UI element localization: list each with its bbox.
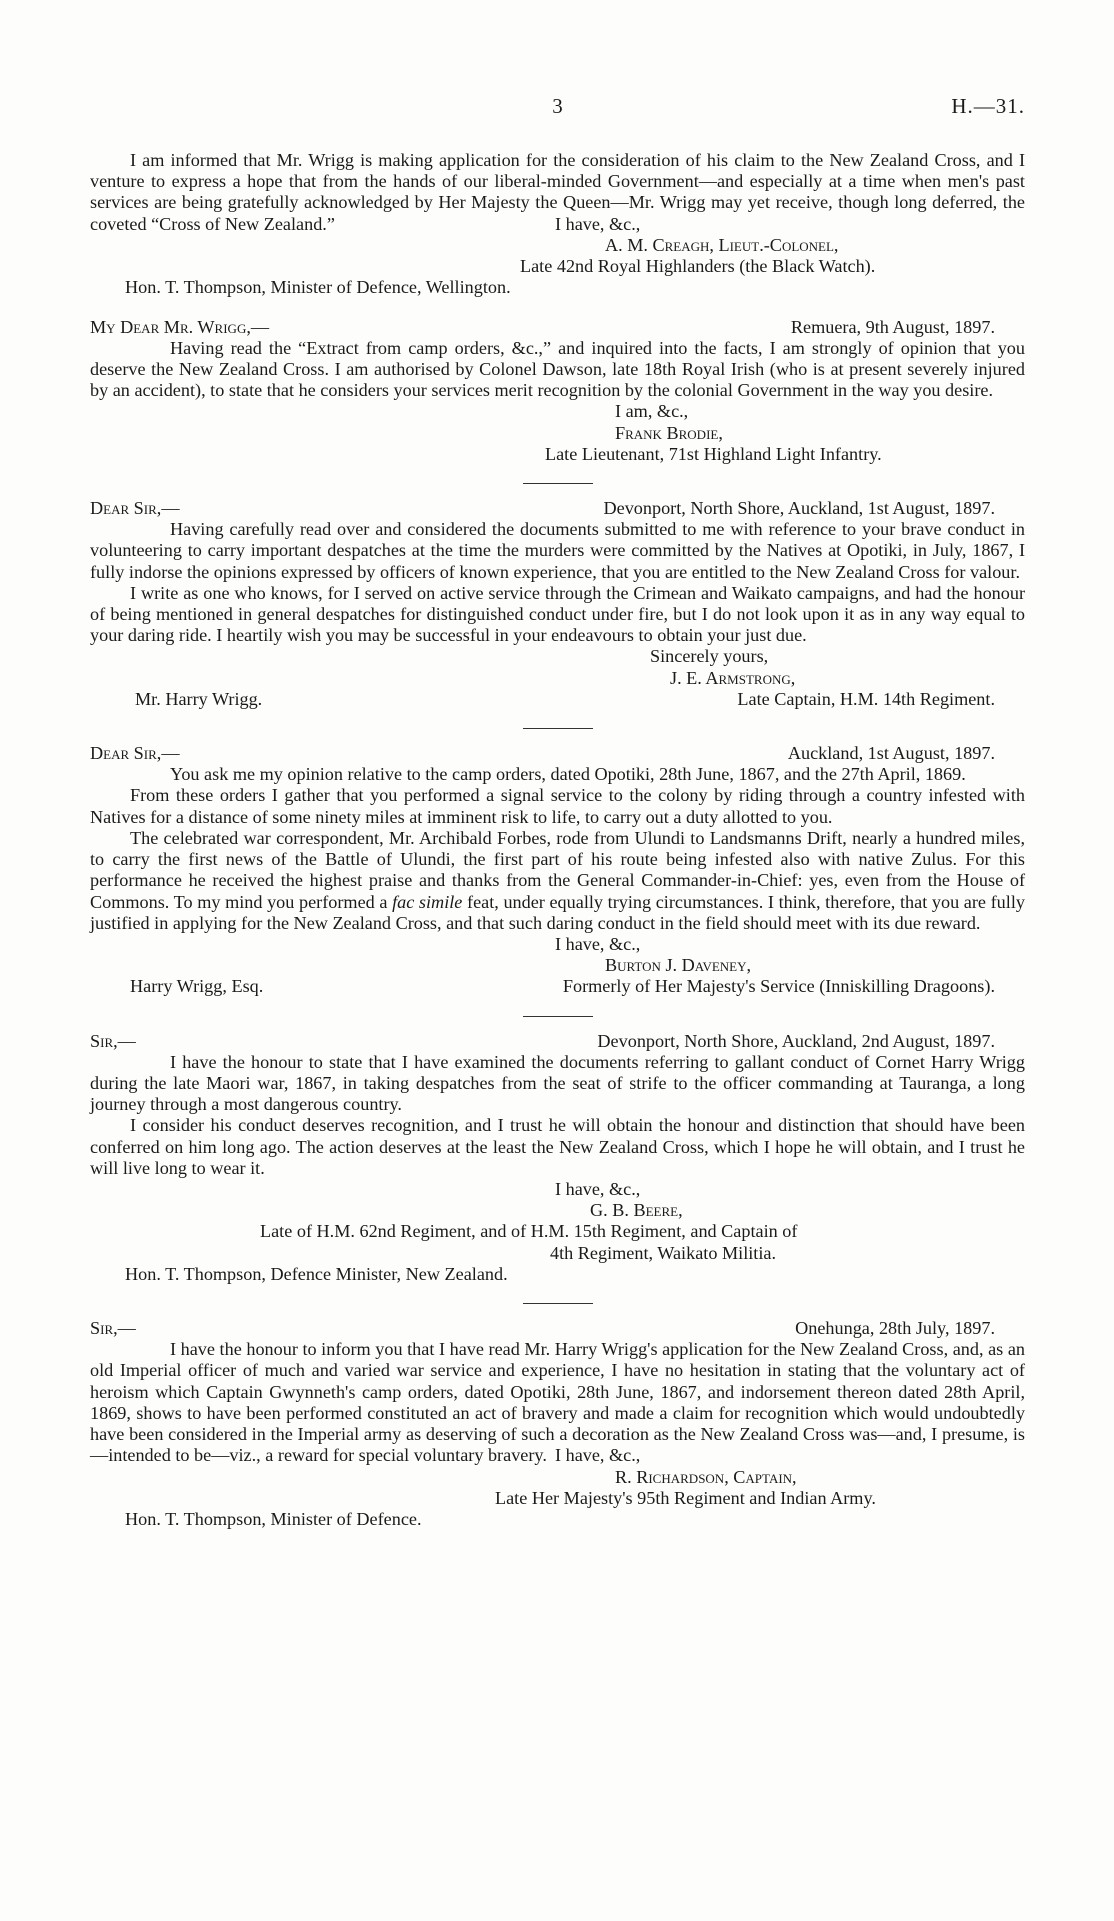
letter-dateline: Devonport, North Shore, Auckland, 2nd August, 1897. bbox=[597, 1030, 995, 1051]
letter-salutation: Dear Sir,— bbox=[90, 498, 180, 519]
letter-creagh bbox=[90, 150, 1025, 299]
letter-signatory-title: Late Captain, H.M. 14th Regiment. bbox=[737, 688, 995, 709]
letter-closing: Sincerely yours, bbox=[650, 646, 769, 667]
letter-paragraph: I have the honour to state that I have examined the documents referring to gallant conduct of Cornet Harry Wrigg during the late Maori war, 1867, in taking despatches from the seat of strife to the officer commanding at Tauranga, a long journey through a most dangerous country. bbox=[90, 1051, 1025, 1115]
document-reference: H.—31. bbox=[951, 94, 1025, 118]
letter-daveney bbox=[90, 743, 1025, 997]
letter-paragraph bbox=[90, 828, 1025, 934]
letter-closing: I have, &c., bbox=[555, 933, 641, 954]
letter-salutation: My Dear Mr. Wrigg,— bbox=[90, 316, 270, 337]
letter-dateline: Onehunga, 28th July, 1897. bbox=[795, 1317, 995, 1338]
letter-body: I am informed that Mr. Wrigg is making application for the consideration of his claim to the New Zealand Cross, and I venture to express a hope that from the hands of our liberal-minded Government—and especially at a time when men's past services are being gratefully acknowledged by Her Majesty the Queen—Mr. Wrigg may yet receive, though long deferred, the coveted “Cross of New Zealand.” bbox=[90, 150, 1025, 234]
letter-salutation: Sir,— bbox=[90, 1030, 136, 1051]
paragraph-text: feat, under equally trying circumstances. I think, therefore, that you are fully justified in applying for the New Zealand Cross, and that such daring conduct in the field should meet with its due reward. bbox=[90, 891, 1025, 933]
letter-paragraph: Having carefully read over and considered the documents submitted to me with reference to your brave conduct in volunteering to carry important despatches at the time the murders were committed by the Natives at Opotiki, in July, 1867, I fully indorse the opinions expressed by officers of known experience, that you are entitled to the New Zealand Cross for valour. bbox=[90, 519, 1025, 582]
letter-paragraph: I consider his conduct deserves recognition, and I trust he will obtain the honour and distinction that should have been conferred on him long ago. The action deserves at the least the New Zealand Cross, which I hope he will obtain, and I trust he will live long to wear it. bbox=[90, 1115, 1025, 1178]
letter-richardson bbox=[90, 1318, 1025, 1530]
letter-addressee: Hon. T. Thompson, Minister of Defence, Wellington. bbox=[125, 277, 511, 298]
letter-signature: G. B. Beere, bbox=[590, 1200, 683, 1221]
letter-signatory-title: Late 42nd Royal Highlanders (the Black Watch). bbox=[520, 256, 876, 277]
letter-dateline: Remuera, 9th August, 1897. bbox=[790, 316, 995, 337]
letter-paragraph: I write as one who knows, for I served on active service through the Crimean and Waikato campaigns, and had the honour of being mentioned in general despatches for distinguished conduct under fire, but I do not look upon it as in any way equal to your daring ride. I heartily wish you may be successful in your endeavours to obtain your just due. bbox=[90, 582, 1025, 646]
section-divider bbox=[523, 1303, 593, 1304]
section-divider bbox=[523, 728, 593, 729]
letter-body: I have the honour to inform you that I have read Mr. Harry Wrigg's application for the New Zealand Cross, and, as an old Imperial officer of much and varied war service and experience, I have no hesitation in stating that the voluntary act of heroism which Captain Gwynneth's camp orders, dated Opotiki, 28th June, 1867, and indorsement thereon dated 28th April, 1869, shows to have been performed constituted an act of bravery and made a claim for recognition which would undoubtedly have been considered in the Imperial army as deserving of such a decoration as the New Zealand Cross was—and, I presume, is—intended to be—viz., a reward for special voluntary bravery. bbox=[90, 1339, 1025, 1466]
letter-signature: R. Richardson, Captain, bbox=[615, 1466, 797, 1487]
letter-signatory-title-continued: 4th Regiment, Waikato Militia. bbox=[550, 1242, 777, 1263]
document-body bbox=[90, 150, 1025, 1530]
letter-paragraph: From these orders I gather that you performed a signal service to the colony by riding through a country infested with Natives for a distance of some ninety miles at imminent risk to life, to carry out a duty allotted to you. bbox=[90, 785, 1025, 827]
letter-closing: I am, &c., bbox=[615, 401, 689, 422]
page-number: 3 bbox=[552, 94, 563, 118]
letter-beere bbox=[90, 1031, 1025, 1285]
letter-addressee: Hon. T. Thompson, Minister of Defence. bbox=[125, 1508, 422, 1529]
letter-signatory-title: Late Her Majesty's 95th Regiment and Indian Army. bbox=[495, 1487, 876, 1508]
letter-signature: A. M. Creagh, Lieut.-Colonel, bbox=[605, 235, 839, 256]
letter-addressee: Harry Wrigg, Esq. bbox=[130, 976, 264, 997]
letter-salutation: Dear Sir,— bbox=[90, 743, 180, 764]
emphasis-text: fac simile bbox=[392, 891, 463, 912]
letter-paragraph: You ask me my opinion relative to the camp orders, dated Opotiki, 28th June, 1867, and the 27th April, 1869. bbox=[170, 764, 966, 785]
letter-signature: Frank Brodie, bbox=[615, 422, 723, 443]
section-divider bbox=[523, 483, 593, 484]
letter-addressee: Hon. T. Thompson, Defence Minister, New Zealand. bbox=[125, 1263, 508, 1284]
letter-salutation: Sir,— bbox=[90, 1317, 136, 1338]
paragraph-text: The celebrated war correspondent, Mr. Archibald Forbes, rode from Ulundi to Landsmanns Drift, nearly a hundred miles, to carry the first news of the Battle of Ulundi, the first part of his route being infested also with native Zulus. For this performance he received the highest praise and thanks from the General Commander-in-Chief: yes, even from the House of Commons. To my mind you performed a bbox=[90, 827, 1025, 912]
letter-closing: I have, &c., bbox=[555, 213, 641, 234]
section-divider bbox=[523, 1016, 593, 1017]
letter-signature: J. E. Armstrong, bbox=[670, 667, 796, 688]
letter-signatory-title: Late of H.M. 62nd Regiment, and of H.M. 15th Regiment, and Captain of bbox=[260, 1221, 798, 1242]
page-header bbox=[90, 96, 1025, 122]
letter-dateline: Auckland, 1st August, 1897. bbox=[787, 743, 995, 764]
letter-signature: Burton J. Daveney, bbox=[605, 955, 752, 976]
letter-armstrong bbox=[90, 498, 1025, 710]
letter-body: Having read the “Extract from camp orders, &c.,” and inquired into the facts, I am strongly of opinion that you deserve the New Zealand Cross. I am authorised by Colonel Dawson, late 18th Royal Irish (who is at present severely injured by an accident), to state that he considers your services merit recognition by the colonial Government in the way you desire. bbox=[90, 337, 1025, 401]
letter-signatory-title: Late Lieutenant, 71st Highland Light Infantry. bbox=[545, 443, 882, 464]
letter-addressee: Mr. Harry Wrigg. bbox=[135, 688, 263, 709]
letter-dateline: Devonport, North Shore, Auckland, 1st August, 1897. bbox=[603, 498, 995, 519]
letter-closing: I have, &c., bbox=[555, 1445, 641, 1466]
letter-closing: I have, &c., bbox=[555, 1178, 641, 1199]
letter-brodie bbox=[90, 317, 1025, 465]
letter-signatory-title: Formerly of Her Majesty's Service (Inniskilling Dragoons). bbox=[562, 976, 995, 997]
